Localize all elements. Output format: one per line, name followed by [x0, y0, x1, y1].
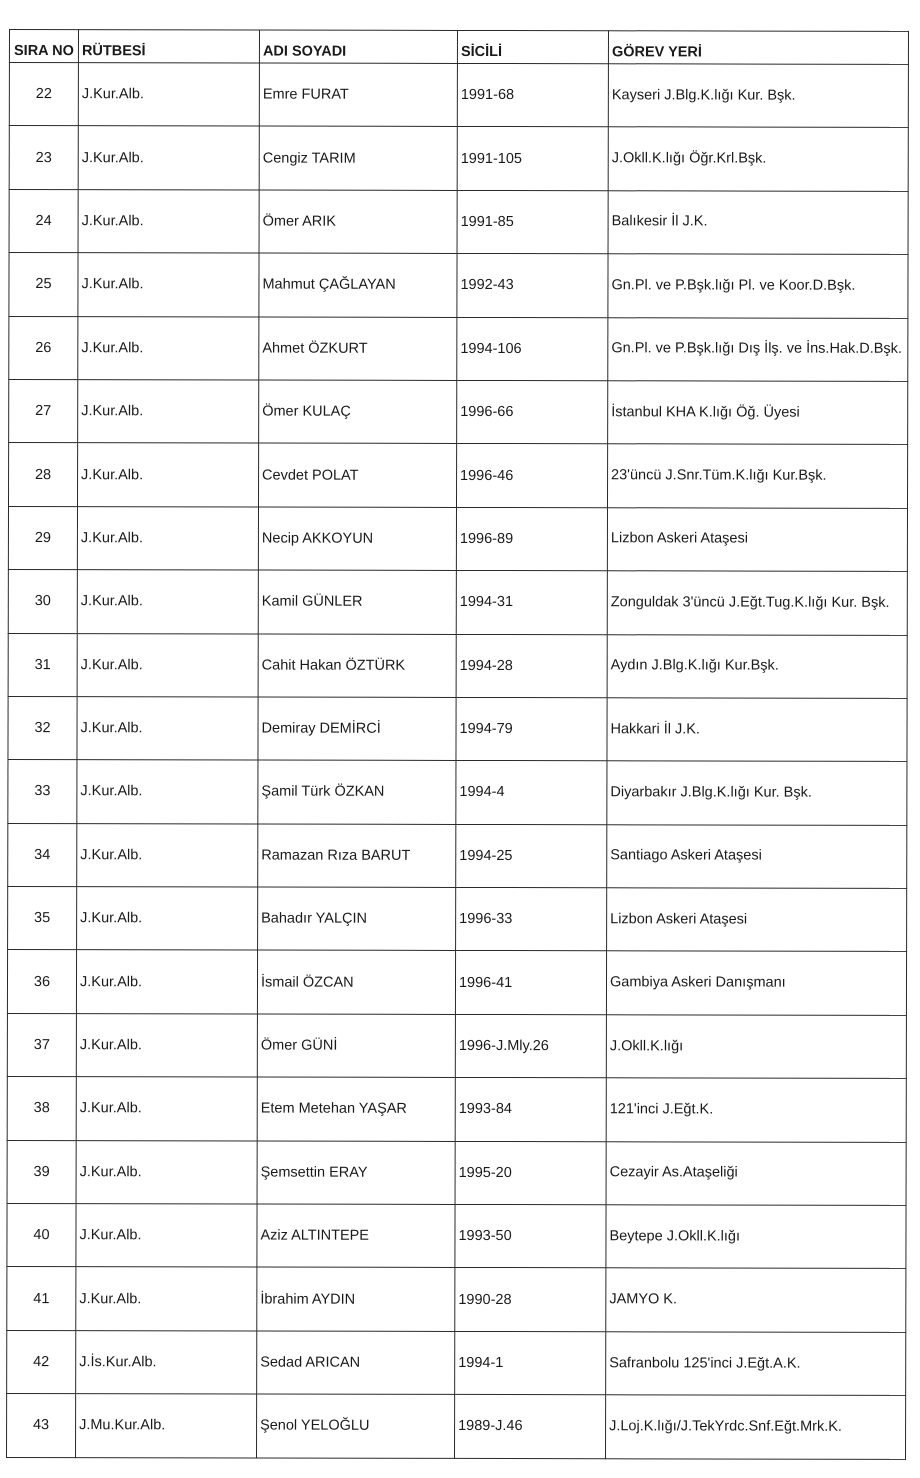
cell-sira-no: 34 [8, 823, 77, 887]
table-row [7, 1330, 906, 1395]
cell-rutbe: J.Kur.Alb. [77, 823, 258, 887]
cell-rutbe: J.Kur.Alb. [76, 1014, 257, 1078]
cell-sira-no: 30 [8, 570, 77, 634]
cell-gorev: Cezayir As.Ataşeliği [606, 1141, 906, 1205]
cell-sira-no: 36 [7, 950, 76, 1014]
cell-rutbe: J.Kur.Alb. [76, 1267, 257, 1331]
table-row [7, 1013, 906, 1078]
cell-gorev: Diyarbakır J.Blg.K.lığı Kur. Bşk. [607, 761, 907, 825]
cell-rutbe: J.Kur.Alb. [78, 126, 259, 190]
table-row [9, 63, 908, 128]
cell-rutbe: J.Kur.Alb. [78, 63, 259, 127]
table-body [7, 63, 909, 1459]
table-row [8, 506, 907, 571]
cell-gorev: 23'üncü J.Snr.Tüm.K.lığı Kur.Bşk. [607, 444, 907, 508]
table-row [7, 1267, 906, 1332]
table-header [9, 30, 908, 65]
cell-sicil: 1996-J.Mly.26 [455, 1014, 606, 1078]
cell-ad-soyad: Ramazan Rıza BARUT [258, 824, 456, 888]
header-ad-soyad: ADI SOYADI [259, 30, 457, 63]
cell-sicil: 1995-20 [455, 1141, 606, 1205]
table-row [7, 1204, 906, 1269]
cell-ad-soyad: Şemsettin ERAY [257, 1141, 455, 1205]
cell-sira-no: 29 [8, 506, 77, 570]
table-row [7, 1140, 906, 1205]
cell-gorev: Aydın J.Blg.K.lığı Kur.Bşk. [607, 634, 907, 698]
cell-gorev: J.Loj.K.lığı/J.TekYrdc.Snf.Eğt.Mrk.K. [606, 1395, 906, 1459]
cell-ad-soyad: Necip AKKOYUN [258, 507, 456, 571]
cell-ad-soyad: Demiray DEMİRCİ [258, 697, 456, 761]
cell-sira-no: 28 [9, 443, 78, 507]
cell-ad-soyad: Emre FURAT [259, 63, 457, 127]
table-row [7, 1077, 906, 1142]
cell-gorev: J.Okll.K.lığı Öğr.Krl.Bşk. [608, 127, 908, 191]
cell-sicil: 1994-4 [456, 761, 607, 825]
cell-sira-no: 37 [7, 1013, 76, 1077]
cell-rutbe: J.Kur.Alb. [76, 950, 257, 1014]
cell-sicil: 1994-28 [456, 634, 607, 698]
cell-sicil: 1991-68 [457, 63, 608, 127]
cell-sira-no: 35 [8, 887, 77, 951]
cell-sicil: 1993-84 [455, 1078, 606, 1142]
cell-sicil: 1989-J.46 [455, 1395, 606, 1459]
cell-sicil: 1994-31 [456, 571, 607, 635]
table-row [9, 379, 908, 444]
header-rutbe: RÜTBESİ [78, 30, 259, 63]
cell-sira-no: 31 [8, 633, 77, 697]
cell-sira-no: 41 [7, 1267, 76, 1331]
table-row [8, 823, 907, 888]
header-sira-no: SIRA NO [9, 30, 78, 63]
cell-ad-soyad: İbrahim AYDIN [257, 1267, 455, 1331]
cell-gorev: İstanbul KHA K.lığı Öğ. Üyesi [608, 381, 908, 445]
cell-ad-soyad: Ömer KULAÇ [259, 380, 457, 444]
cell-rutbe: J.Kur.Alb. [78, 189, 259, 253]
table-row [8, 696, 907, 761]
cell-ad-soyad: Sedad ARICAN [257, 1331, 455, 1395]
cell-ad-soyad: Etem Metehan YAŞAR [257, 1077, 455, 1141]
table-row [7, 1394, 906, 1459]
cell-rutbe: J.Kur.Alb. [76, 1140, 257, 1204]
cell-ad-soyad: Bahadır YALÇIN [258, 887, 456, 951]
table-row [9, 126, 908, 191]
table-row [8, 887, 907, 952]
cell-sicil: 1996-89 [456, 507, 607, 571]
cell-sicil: 1990-28 [455, 1268, 606, 1332]
cell-gorev: Zonguldak 3'üncü J.Eğt.Tug.K.lığı Kur. Bşk. [607, 571, 907, 635]
cell-ad-soyad: Mahmut ÇAĞLAYAN [259, 253, 457, 317]
cell-rutbe: J.Kur.Alb. [78, 253, 259, 317]
cell-sira-no: 42 [7, 1330, 76, 1394]
cell-sicil: 1994-79 [456, 697, 607, 761]
table-row [7, 950, 906, 1015]
cell-sicil: 1991-85 [457, 190, 608, 254]
cell-ad-soyad: Cevdet POLAT [258, 443, 456, 507]
table-row [9, 253, 908, 318]
cell-sira-no: 25 [9, 253, 78, 317]
cell-sira-no: 43 [7, 1394, 76, 1458]
cell-ad-soyad: Şamil Türk ÖZKAN [258, 760, 456, 824]
cell-rutbe: J.Kur.Alb. [76, 1077, 257, 1141]
table-row [9, 443, 908, 508]
cell-rutbe: J.Kur.Alb. [77, 697, 258, 761]
cell-gorev: Lizbon Askeri Ataşesi [607, 507, 907, 571]
cell-gorev: Balıkesir İl J.K. [608, 191, 908, 255]
cell-gorev: Safranbolu 125'inci J.Eğt.A.K. [606, 1332, 906, 1396]
cell-sira-no: 33 [8, 760, 77, 824]
cell-ad-soyad: Ahmet ÖZKURT [259, 317, 457, 381]
table-row [9, 316, 908, 381]
table-row [8, 633, 907, 698]
table-row [8, 760, 907, 825]
cell-ad-soyad: Cahit Hakan ÖZTÜRK [258, 634, 456, 698]
cell-gorev: Gn.Pl. ve P.Bşk.lığı Dış İlş. ve İns.Hak.D.Bşk. [608, 317, 908, 381]
cell-gorev: Lizbon Askeri Ataşesi [607, 888, 907, 952]
cell-sira-no: 26 [9, 316, 78, 380]
cell-ad-soyad: Aziz ALTINTEPE [257, 1204, 455, 1268]
cell-sicil: 1993-50 [455, 1204, 606, 1268]
cell-rutbe: J.Kur.Alb. [78, 316, 259, 380]
personnel-table [6, 29, 909, 1459]
cell-rutbe: J.Kur.Alb. [77, 633, 258, 697]
header-gorev: GÖREV YERİ [608, 31, 908, 65]
cell-gorev: 121'inci J.Eğt.K. [606, 1078, 906, 1142]
cell-sira-no: 38 [7, 1077, 76, 1141]
cell-rutbe: J.İs.Kur.Alb. [76, 1330, 257, 1394]
cell-gorev: JAMYO K. [606, 1268, 906, 1332]
cell-rutbe: J.Kur.Alb. [77, 887, 258, 951]
cell-ad-soyad: Şenol YELOĞLU [257, 1394, 455, 1458]
cell-rutbe: J.Kur.Alb. [77, 506, 258, 570]
cell-sicil: 1994-1 [455, 1331, 606, 1395]
cell-sira-no: 23 [9, 126, 78, 190]
cell-rutbe: J.Kur.Alb. [78, 443, 259, 507]
cell-gorev: Gn.Pl. ve P.Bşk.lığı Pl. ve Koor.D.Bşk. [608, 254, 908, 318]
cell-sicil: 1992-43 [457, 254, 608, 318]
cell-sira-no: 32 [8, 696, 77, 760]
cell-ad-soyad: Cengiz TARIM [259, 126, 457, 190]
cell-rutbe: J.Kur.Alb. [76, 1204, 257, 1268]
header-sicil: SİCİLİ [457, 30, 608, 63]
cell-ad-soyad: Ömer GÜNİ [257, 1014, 455, 1078]
table-row [9, 189, 908, 254]
cell-gorev: Beytepe J.Okll.K.lığı [606, 1205, 906, 1269]
cell-rutbe: J.Kur.Alb. [78, 380, 259, 444]
cell-ad-soyad: Ömer ARIK [259, 190, 457, 254]
cell-gorev: Kayseri J.Blg.K.lığı Kur. Bşk. [608, 64, 908, 128]
cell-rutbe: J.Kur.Alb. [77, 570, 258, 634]
cell-sicil: 1994-25 [456, 824, 607, 888]
cell-ad-soyad: Kamil GÜNLER [258, 570, 456, 634]
cell-sira-no: 22 [9, 63, 78, 127]
cell-sicil: 1996-33 [456, 888, 607, 952]
cell-gorev: Hakkari İl J.K. [607, 698, 907, 762]
cell-sicil: 1994-106 [457, 317, 608, 381]
cell-ad-soyad: İsmail ÖZCAN [257, 950, 455, 1014]
cell-sira-no: 39 [7, 1140, 76, 1204]
cell-rutbe: J.Kur.Alb. [77, 760, 258, 824]
cell-gorev: J.Okll.K.lığı [606, 1015, 906, 1079]
cell-sira-no: 24 [9, 189, 78, 253]
cell-sicil: 1996-46 [456, 444, 607, 508]
header-row [9, 30, 908, 65]
table-row [8, 570, 907, 635]
cell-sicil: 1991-105 [457, 127, 608, 191]
cell-sira-no: 27 [9, 379, 78, 443]
cell-sicil: 1996-41 [455, 951, 606, 1015]
cell-gorev: Gambiya Askeri Danışmanı [606, 951, 906, 1015]
cell-gorev: Santiago Askeri Ataşesi [607, 824, 907, 888]
cell-sira-no: 40 [7, 1204, 76, 1268]
cell-sicil: 1996-66 [457, 380, 608, 444]
cell-rutbe: J.Mu.Kur.Alb. [76, 1394, 257, 1458]
